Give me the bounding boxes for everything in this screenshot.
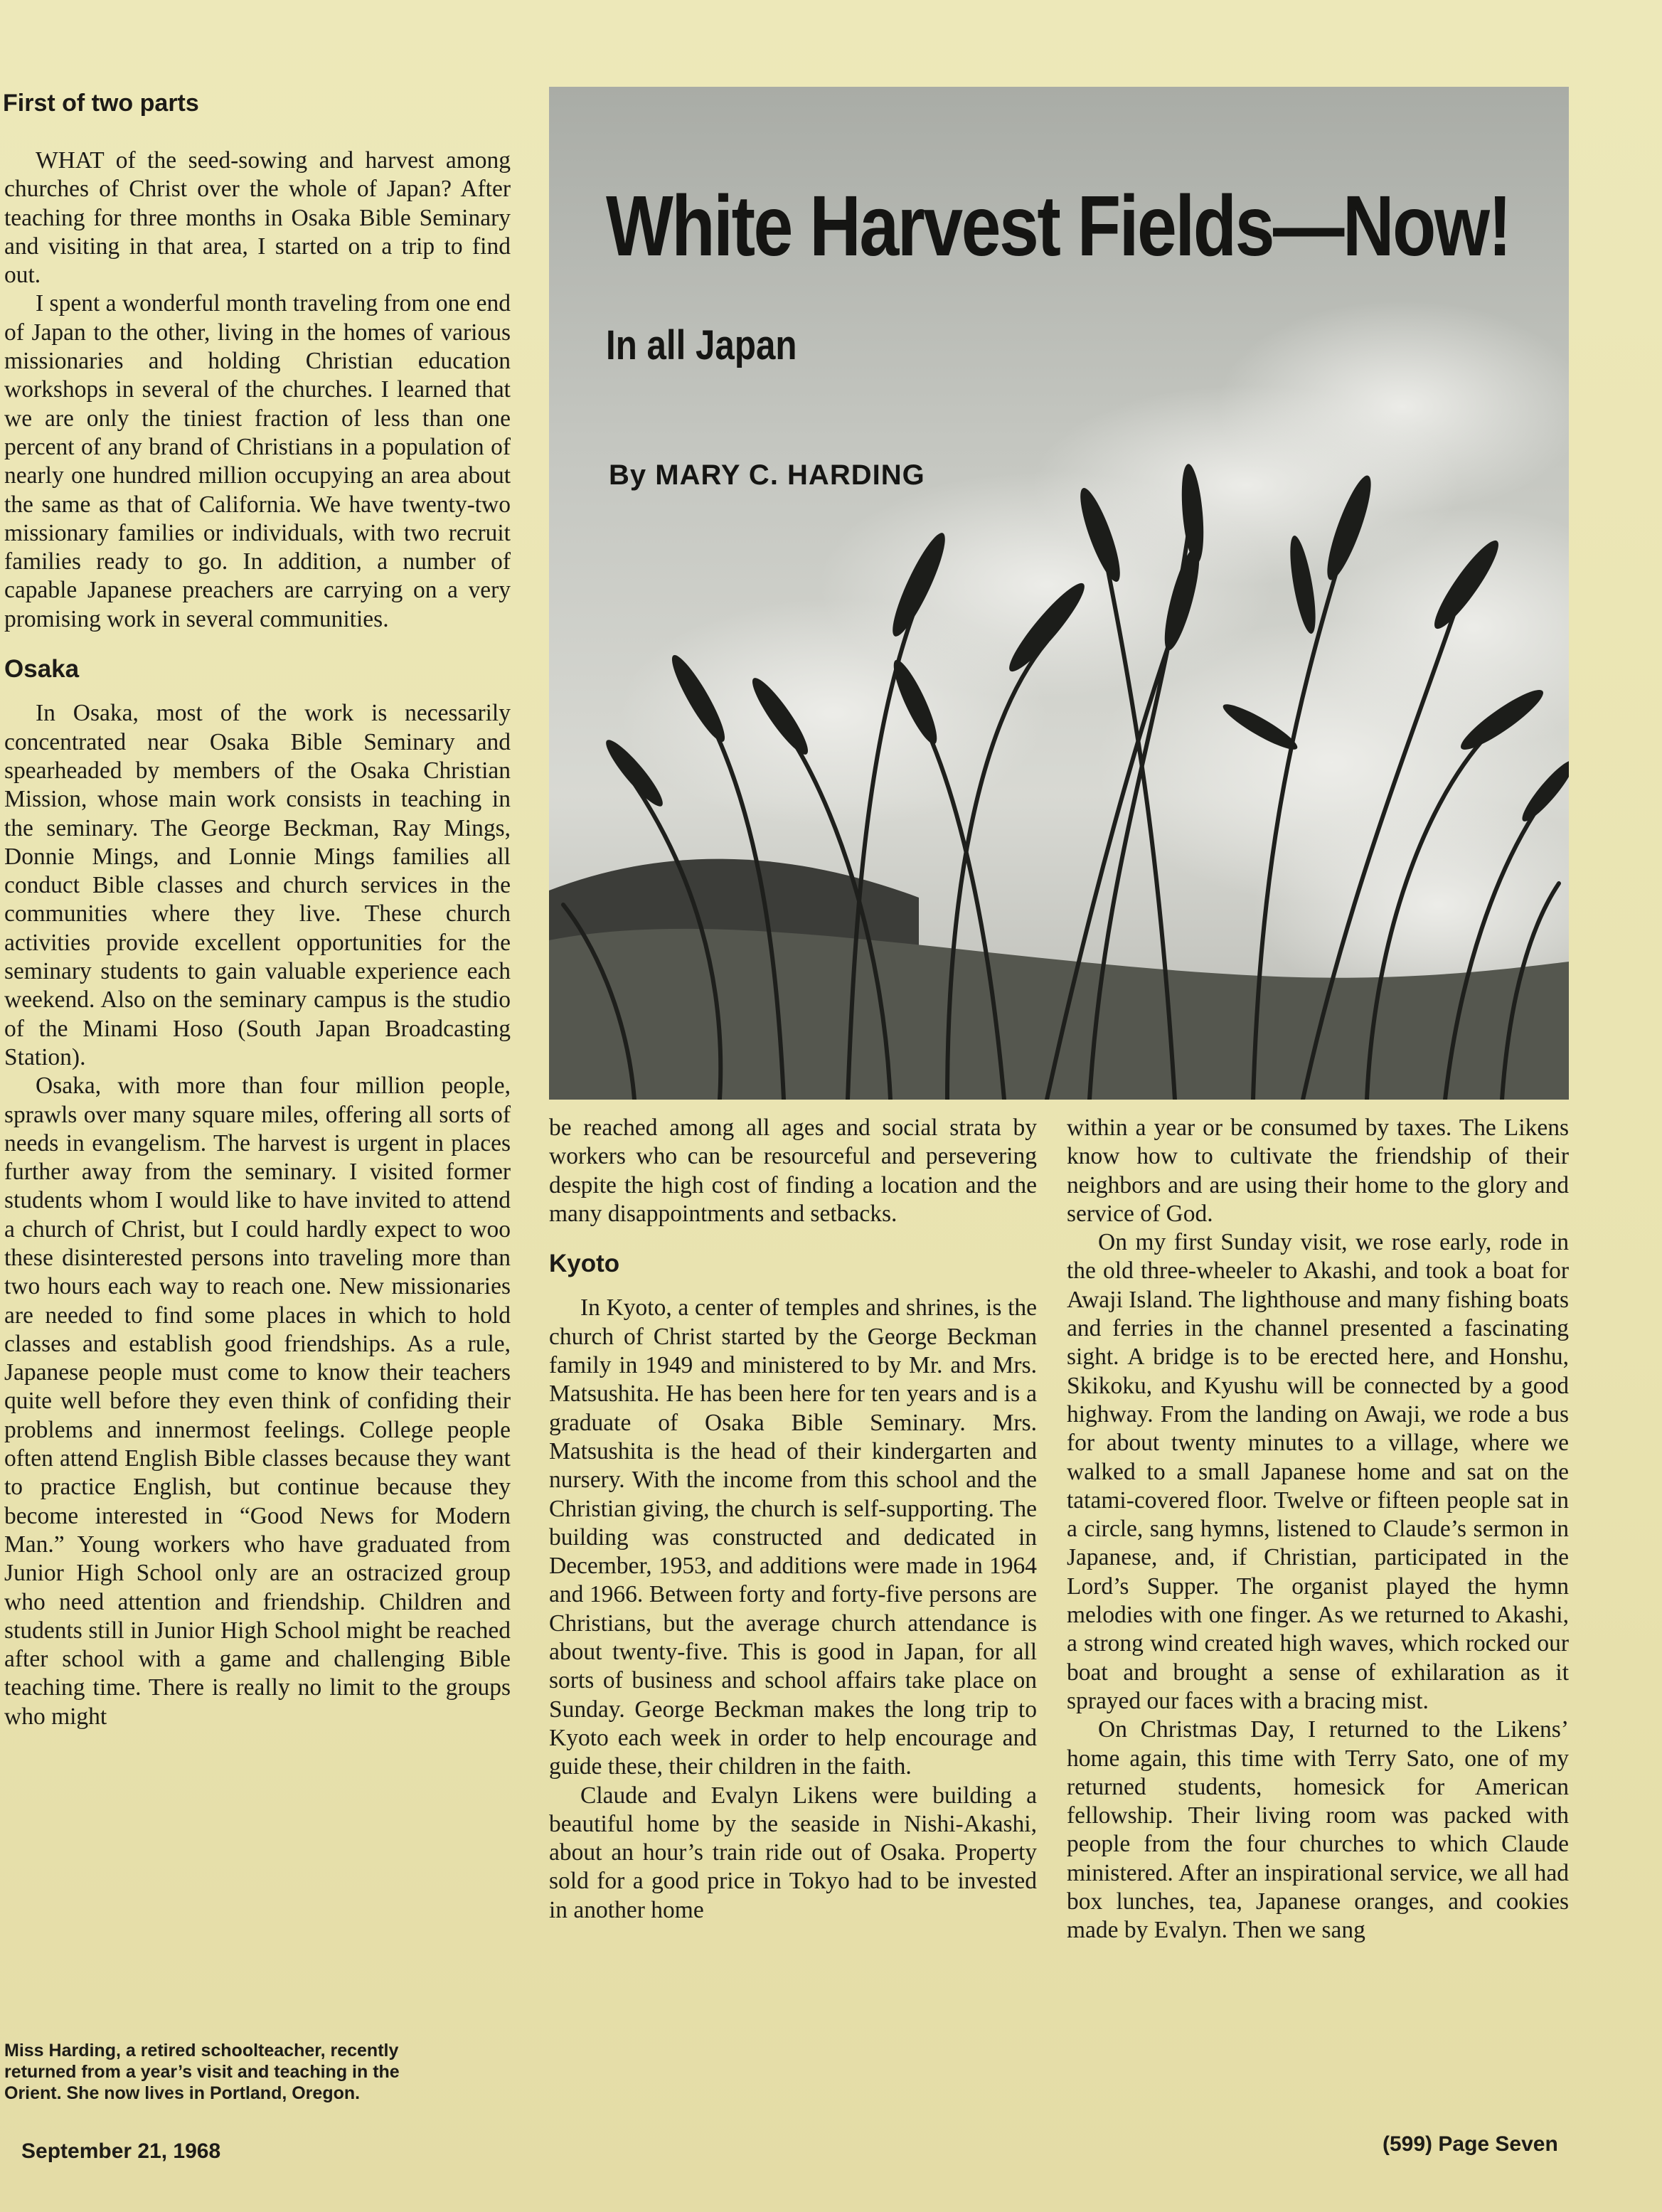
kicker-label: First of two parts [3,90,199,117]
middle-column [549,1114,1037,1925]
paragraph: On Christmas Day, I returned to the Likens’ home again, this time with Terry Sato, one of my returned students, homesick for American fellowship. Their living room was packed with people from the four churches to which Claude ministered. After an inspirational service, we all had box lunches, tea, Japanese oranges, and cookies made by Evalyn. Then we sang [1067,1716,1569,1944]
author-footnote [0,2040,506,2104]
wheat-field-photo [549,87,1569,1100]
footnote-line: Orient. She now lives in Portland, Oregon. [4,2083,361,2103]
section-heading-kyoto: Kyoto [549,1250,620,1278]
footnote-line: returned from a year’s visit and teaching in the [4,2062,400,2082]
article-headline: White Harvest Fields—Now! [606,177,1511,274]
page-number: (599) Page Seven [1383,2132,1558,2156]
issue-date: September 21, 1968 [21,2139,221,2163]
left-column [4,147,511,1731]
paragraph: In Osaka, most of the work is necessarily concentrated near Osaka Bible Seminary and spearheaded by members of the Osaka Christian Mission, whose main work consists in teaching in the seminary. The George Beckman, Ray Mings, Donnie Mings, and Lonnie Mings families all conduct Bible classes and church services in the communities where they live. These church activities provide excellent opportunities for the seminary students to gain valuable experience each weekend. Also on the seminary campus is the studio of the Minami Hoso (South Japan Broadcasting Station). [4,700,511,1070]
paragraph: within a year or be consumed by taxes. The Likens know how to cultivate the friendship of their neighbors and are using their home to the glory and service of God. [1067,1115,1569,1227]
article-deck: In all Japan [606,322,797,368]
paragraph: On my first Sunday visit, we rose early, rode in the old three-wheeler to Akashi, and took a boat for Awaji Island. The lighthouse and many fishing boats and ferries in the channel presented a fascinating sight. A bridge is to be erected here, and Honshu, Skikoku, and Kyushu will be connected by a good highway. From the landing on Awaji, we rode a bus for about twenty minutes to a village, where we walked to a small Japanese home and sat on the tatami-covered floor. Twelve or fifteen people sat in a circle, sang hymns, listened to Claude’s sermon in Japanese, and, if Christian, participated in the Lord’s Supper. The organist played the hymn melodies with one finger. As we returned to Akashi, a strong wind created high waves, which rocked our boat and brought a sense of exhilaration as it sprayed our faces with a bracing mist. [1067,1229,1569,1714]
article-byline: By MARY C. HARDING [609,459,925,491]
section-heading-osaka: Osaka [4,655,80,684]
paragraph: In Kyoto, a center of temples and shrines, is the church of Christ started by the George Beckman family in 1949 and ministered to by Mr. and Mrs. Matsushita. He has been here for ten years and is a graduate of Osaka Bible Seminary. Mrs. Matsushita is the head of their kindergarten and nursery. With the income from this school and the Christian giving, the church is self-supporting. The building was constructed and dedicated in December, 1953, and additions were made in 1964 and 1966. Between forty and forty-five persons are Christians, but the average church attendance is about twenty-five. This is good in Japan, for all sorts of business and school affairs take place on Sunday. George Beckman makes the long trip to Kyoto each week in order to help encourage and guide these, their children in the faith. [549,1294,1037,1780]
paragraph: Claude and Evalyn Likens were building a beautiful home by the seaside in Nishi-Akashi, about an hour’s train ride out of Osaka. Property sold for a good price in Tokyo had to be invested in another home [549,1782,1037,1923]
paragraph: Osaka, with more than four million people, sprawls over many square miles, offering all sorts of needs in evangelism. The harvest is urgent in places further away from the seminary. I visited former students whom I would like to have invited to attend a church of Christ, but I could hardly expect to woo these disinterested persons into traveling more than two hours each way to reach one. New missionaries are needed to find some places in which to hold classes and establish good friendships. As a rule, Japanese people must come to know their teachers quite well before they even think of confiding their problems and innermost feelings. College people often attend English Bible classes because they want to practice English, but continue because they become interested in “Good News for Modern Man.” Young workers who have graduated from Junior High School only are an ostracized group who need attention and friendship. Children and students still in Junior High School might be reached after school with a game and challenging Bible teaching time. There is really no limit to the groups who might [4,1073,511,1730]
footnote-line: Miss Harding, a retired schoolteacher, recently [4,2041,399,2061]
paragraph: be reached among all ages and social strata by workers who can be resourceful and persevering despite the high cost of finding a location and the many disappointments and setbacks. [549,1115,1037,1227]
right-column [1067,1114,1569,1945]
paragraph: I spent a wonderful month traveling from one end of Japan to the other, living in the homes of various missionaries and holding Christian education workshops in several of the churches. I learned that we are only the tiniest fraction of less than one percent of any brand of Christians in a population of nearly one hundred million occupying an area about the same as that of California. We have twenty-two missionary families or individuals, with two recruit families ready to go. In addition, a number of capable Japanese preachers are carrying on a very promising work in several communities. [4,290,511,632]
paragraph: WHAT of the seed-sowing and harvest among churches of Christ over the whole of Japan? After teaching for three months in Osaka Bible Seminary and visiting in that area, I started on a trip to find out. [4,147,511,289]
